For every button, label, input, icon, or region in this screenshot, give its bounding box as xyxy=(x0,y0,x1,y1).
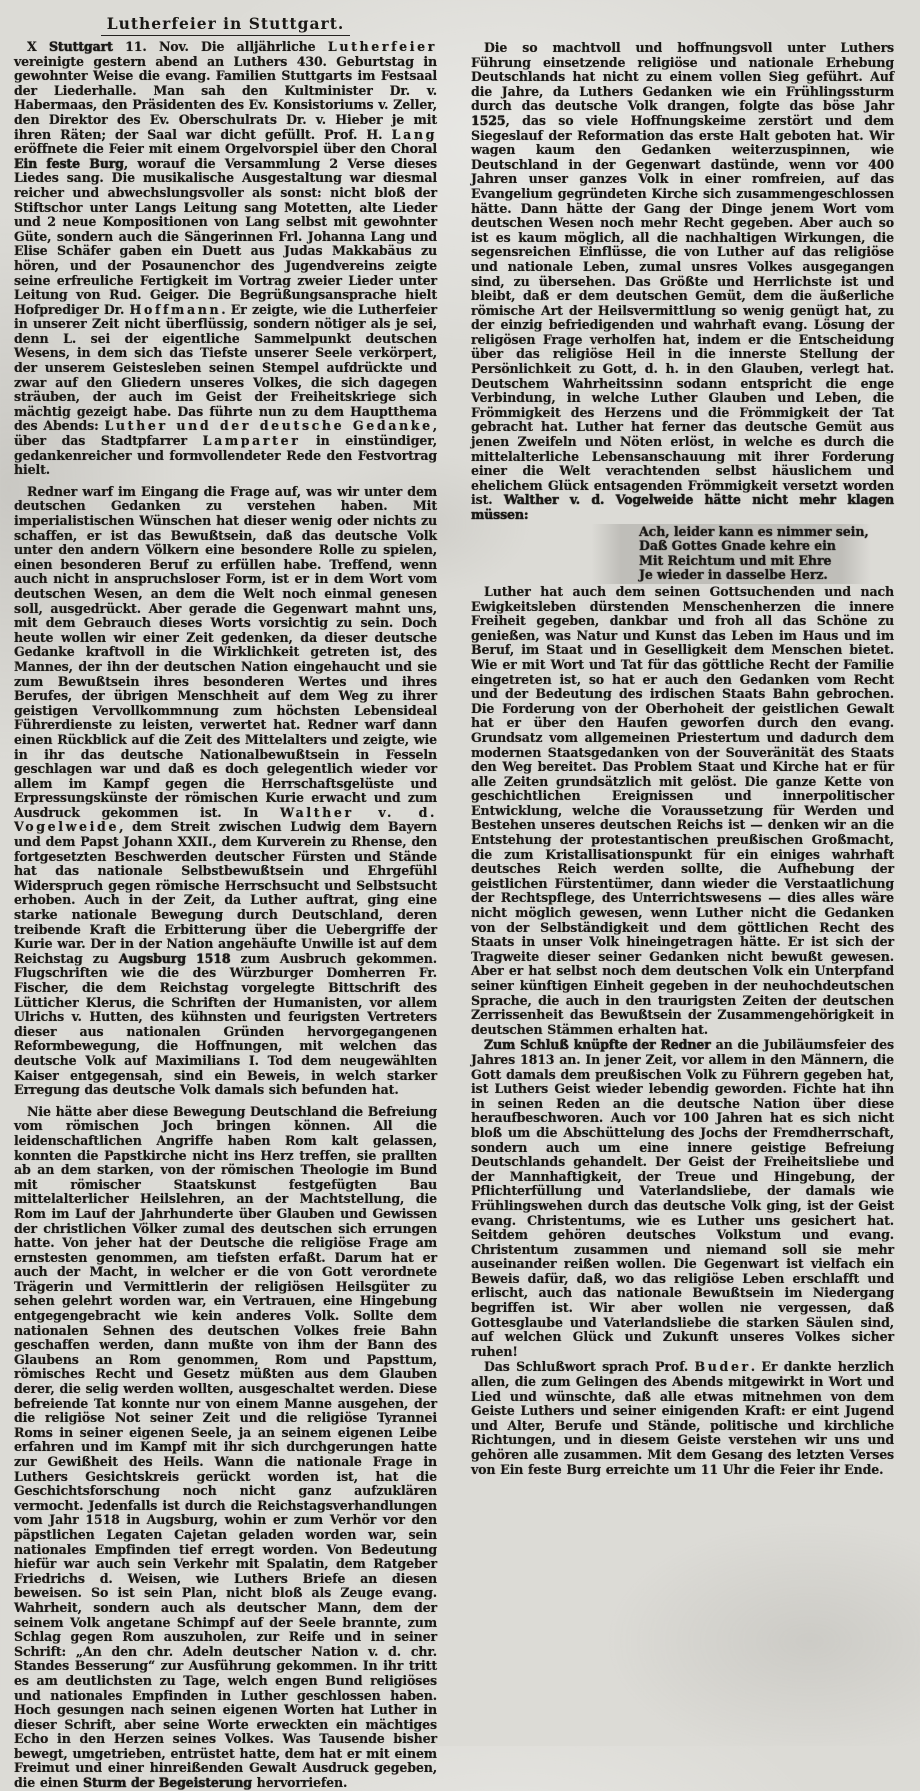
paragraph-lead: X Stuttgart 11. Nov. Die alljährliche Lutherfeier vereinigte gestern abend an Luthers 430. Geburtstag in gewohnter Weise die evang. Familien Stuttgarts im Festsaal der Liederhalle. Man sah den Kultminister Dr. v. Habermaas, den Präsidenten des Ev. Konsistoriums v. Zeller, den Direktor des Ev. Oberschulrats Dr. v. Hieber je mit ihren Räten; der Saal war dicht gefüllt. Prof. H. Lang eröffnete die Feier mit einem Orgelvorspiel über den Choral Ein feste Burg, worauf die Versammlung 2 Verse dieses Liedes sang. Die musikalische Ausgestaltung war diesmal reicher und abwechslungsvoller als sonst: nicht bloß der Stiftschor unter Langs Leitung sang Motetten, alte Lieder und 2 neue Kompositionen von Lang selbst mit gewohnter Güte, sondern auch die Sängerinnen Frl. Johanna Lang und Elise Schäfer gaben ein Duett aus Judas Makkabäus zu hören, und der Posaunenchor des Jugendvereins zeigte seine erfreuliche Fertigkeit im Vortrag zweier Lieder unter Leitung von Rud. Geiger. Die Begrüßungsansprache hielt Hofprediger Dr. Hoffmann. Er zeigte, wie die Lutherfeier in unserer Zeit nicht überflüssig, sondern nötiger als je sei, denn L. sei der eigentliche Sammelpunkt deutschen Wesens, in dem sich das Tiefste unserer Seele verkörpert, der unserem Geistesleben seinen Stempel aufdrückte und zwar auf den Gliedern unseres Volkes, die sich dagegen sträuben, der auch im Geist der Freiheitskriege sich mächtig gezeigt habe. Das führte nun zu dem Hauptthema des Abends: Luther und der deutsche Gedanke, über das Stadtpfarrer Lamparter in einstündiger, gedankenreicher und formvollendeter Rede den Festvortrag hielt. xyxy=(14,39,438,478)
paragraph: Nie hätte aber diese Bewegung Deutschland die Befreiung vom römischen Joch bringen können. All die leidenschaftlichen Angriffe haben Rom kalt gelassen, konnten die Papstkirche nicht ins Herz treffen, sie prallten ab an dem starken, von der römischen Theologie im Bund mit römischer Staatskunst festgefügten Bau mittelalterlicher Heilslehren, an der Machtstellung, die Rom im Lauf der Jahrhunderte über Glauben und Gewissen der christlichen Völker zumal des deutschen sich errungen hatte. Von jeher hat der Deutsche die religiöse Frage am ernstesten genommen, am tiefsten erfaßt. Darum hat er auch der Macht, in welcher er die von Gott verordnete Trägerin und Vermittlerin der religiösen Heilsgüter zu sehen gelehrt worden war, ein Vertrauen, eine Hingebung entgegengebracht wie kein anderes Volk. Sollte dem nationalen Sehnen des deutschen Volkes freie Bahn geschaffen werden, dann mußte von ihm der Bann des Glaubens an Rom genommen, Rom und Papsttum, römisches Recht und Gesetz müßten aus dem Glauben derer, die selig werden wollten, ausgeschaltet werden. Diese befreiende Tat konnte nur von einem Manne ausgehen, der die religiöse Not seiner Zeit und die religiöse Tyrannei Roms in seiner eigenen Seele, ja an seinem eigenen Leibe erfahren und im Kampf mit ihr sich durchgerungen hatte zur Gewißheit des Heils. Wann die nationale Frage in Luthers Gesichtskreis gerückt worden ist, hat die Geschichtsforschung noch nicht ganz aufzuklären vermocht. Jedenfalls ist durch die Reichstagsverhandlungen vom Jahr 1518 in Augsburg, wohin er zum Verhör vor den päpstlichen Legaten Cajetan geladen worden war, sein nationales Empfinden tief erregt worden. Von Bedeutung hiefür war auch sein Verkehr mit Spalatin, dem Ratgeber Friedrichs d. Weisen, wie Luthers Briefe an diesen beweisen. So ist sein Plan, nicht bloß als Zeuge evang. Wahrheit, sondern auch als deutscher Mann, dem der seinem Volk angetane Schimpf auf der Seele brannte, zum Schlag gegen Rom auszuholen, zur Reife und in seiner Schrift: „An den chr. Adeln deutscher Nation v. d. chr. Standes Besserung“ zur Ausführung gekommen. In ihr tritt es am deutlichsten zu Tage, welch engen Bund religiöses und nationales Empfinden in Luther geschlossen haben. Hoch gesungen nach seinen eigenen Worten hat Luther in dieser Schrift, aber seine Worte erweckten ein mächtiges Echo in den Herzen seines Volkes. Was Tausende bisher bewegt, umgetrieben, entrüstet hatte, dem hat er mit einem Freimut und einer hinreißenden Gewalt Ausdruck gegeben, die einen Sturm der Begeisterung hervorriefen. xyxy=(14,1103,437,1791)
poem-line: Daß Gottes Gnade kehre ein xyxy=(639,538,836,554)
paragraph: Das Schlußwort sprach Prof. Buder. Er dankte herzlich allen, die zum Gelingen des Abends mitgewirkt in Wort und Lied und wünschte, daß alle etwas mitnehmen von dem Geiste Luthers und seiner einigenden Kraft: er eint Jugend und Alter, Berufe und Stände, politische und kirchliche Richtungen, und in diesem Geiste verstehen wir uns und gehören alle zusammen. Mit dem Gesang des letzten Verses von Ein feste Burg erreichte um 11 Uhr die Feier ihr Ende. xyxy=(471,1359,894,1477)
right-column xyxy=(471,10,894,1791)
paragraph: Die so machtvoll und hoffnungsvoll unter Luthers Führung einsetzende religiöse und nationale Erhebung Deutschlands hat nicht zu einem vollen Sieg geführt. Auf die Jahre, da Luthers Gedanken wie ein Frühlingssturm durch das deutsche Volk drangen, folgte das böse Jahr 1525, das so viele Hoffnungskeime zerstört und dem Siegeslauf der Reformation das erste Halt geboten hat. Wir wagen kaum den Gedanken weiterzuspinnen, wie Deutschland in der Gegenwart dastünde, wenn vor 400 Jahren unser ganzes Volk in einer romfreien, auf das Evangelium gegründeten Kirche sich zusammengeschlossen hätte. Dann hätte der Gang der Dinge jenem Wort vom deutschen Wesen noch mehr Recht gegeben. Aber auch so ist es kaum möglich, all die nachhaltigen Wirkungen, die segensreichen Einflüsse, die von Luther auf das religiöse und nationale Leben, zumal unsres Volkes ausgegangen sind, zu übersehen. Das Größte und Herrlichste ist und bleibt, daß er dem deutschen Gemüt, dem die äußerliche römische Art der Heilsvermittlung so wenig genügt hat, zu der einzig befriedigenden und wahrhaft evang. Lösung der religösen Frage verholfen hat, indem er die Entscheidung über das religiöse Heil in die innerste Stellung der Persönlichkeit zu Gott, d. h. in den Glauben, verlegt hat. Deutschem Wahrheitssinn sodann entspricht die enge Verbindung, in welche Luther Glauben und Leben, die Frömmigkeit des Herzens und die Frömmigkeit der Tat gebracht hat. Luther hat ferner das deutsche Gemüt aus jenen Zweifeln und Nöten erlöst, in welche es durch die mittelalterliche Lebensanschauung mit ihrer Forderung einer die Welt verachtenden selbst häuslichem und ehelichem Glück entsagenden Frömmigkeit versetzt worden ist. Walther v. d. Vogelweide hätte nicht mehr klagen müssen: xyxy=(471,40,894,522)
paragraph: Zum Schluß knüpfte der Redner an die Jubiläumsfeier des Jahres 1813 an. In jener Zeit, vor allem in den Männern, die Gott damals dem preußischen Volk zu Führern gegeben hat, ist Luthers Geist wieder lebendig geworden. Fichte hat ihn in seinen Reden an die deutsche Nation über diese heraufbeschworen. Auch vor 100 Jahren hat es sich nicht bloß um die Abschüttelung des Jochs der Fremdherrschaft, sondern auch um eine innere geistige Befreiung Deutschlands gehandelt. Der Geist der Freiheitsliebe und der Mannhaftigkeit, der Treue und Hingebung, der Pflichterfüllung und Vaterlandsliebe, der damals wie Frühlingswehen durch das deutsche Volk ging, ist der Geist evang. Christentums, wie es Luther uns gesichert hat. Seitdem gehören deutsches Volkstum und evang. Christentum zusammen und niemand soll sie mehr auseinander reißen wollen. Die Gegenwart ist vielfach ein Beweis dafür, daß, wo das religiöse Leben erschlafft und erlischt, auch das nationale Bewußtsein im Niedergang begriffen ist. Wir aber wollen nie vergessen, daß Gottesglaube und Vaterlandsliebe die starken Säulen sind, auf welchen Glück und Zukunft unseres Volkes sicher ruhen! xyxy=(471,1037,894,1359)
paragraph: Luther hat auch dem seinen Gottsuchenden und nach Ewigkeitsleben dürstenden Menschenherzen die innere Freiheit gegeben, dankbar und froh all das Schöne zu genießen, was Natur und Kunst das Leben im Haus und im Beruf, im Staat und in Geselligkeit dem Menschen bietet. Wie er mit Wort und Tat für das göttliche Recht der Familie eingetreten ist, so hat er auch den Gedanken vom Recht und der Bedeutung des irdischen Staats Bahn gebrochen. Die Forderung von der Oberhoheit der geistlichen Gewalt hat er über den Haufen geworfen durch den evang. Grundsatz vom allgemeinen Priestertum und dadurch dem modernen Staatsgedanken von der Souveränität des Staats den Weg bereitet. Das Problem Staat und Kirche hat er für alle Zeiten grundsätzlich mit gelöst. Die ganze Kette von geschichtlichen Ereignissen und innerpolitischer Entwicklung, welche die Voraussetzung für Werden und Bestehen unseres deutschen Reichs ist — denken wir an die Entstehung der protestantischen preußischen Großmacht, die zum Kristallisationspunkt für ein einiges wahrhaft deutsches Reich werden sollte, die Aufhebung der geistlichen Fürstentümer, dann wieder die Verstaatlichung der Rechtspflege, des Unterrichtswesens — dies alles wäre nicht möglich gewesen, wenn Luther nicht die Gedanken von der Selbständigkeit und dem göttlichen Recht des Staats in unser Volk hineingetragen hätte. Er ist sich der Tragweite dieser seiner Gedanken nicht bewußt gewesen. Aber er hat selbst noch dem deutschen Volk ein Unterpfand seiner künftigen Einheit gegeben in der neuhochdeutschen Sprache, die auch in den traurigsten Zeiten der deutschen Zerrissenheit das Bewußtsein der Zusammengehörigkeit in deutschen Stämmen erhalten hat. xyxy=(471,583,894,1037)
paragraph: Redner warf im Eingang die Frage auf, was wir unter dem deutschen Gedanken zu verstehen haben. Mit imperialistischen Wünschen hat dieser wenig oder nichts zu schaffen, er ist das Bewußtsein, daß das deutsche Volk unter den andern Völkern eine besondere Rolle zu spielen, einen besonderen Beruf zu erfüllen habe. Treffend, wenn auch nicht in anspruchsloser Form, ist er in dem Wort vom deutschen Wesen, an dem die Welt noch einmal genesen soll, ausgedrückt. Aber gerade die Gegenwart mahnt uns, mit dem Gebrauch dieses Worts vorsichtig zu sein. Doch heute wollen wir einer Zeit gedenken, da dieser deutsche Gedanke kraftvoll in die Wirklichkeit getreten ist, des Mannes, der ihn der deutschen Nation eingehaucht und sie zum Bewußtsein ihres besonderen Wertes und ihres Berufes, der übrigen Menschheit auf dem Weg zu ihrer geistigen Vervollkommnung zum höchsten Lebensideal Führerdienste zu leisten, verwertet hat. Redner warf dann einen Rückblick auf die Zeit des Mittelalters und zeigte, wie in ihr das deutsche Nationalbewußtsein in Fesseln geschlagen war und daß es doch gelegentlich wieder vor allem im Kampf gegen die Herrschaftsgelüste und Erpressungskünste der römischen Kurie erwacht und zum Ausdruck gekommen ist. In Walther v. d. Vogelweide, dem Streit zwischen Ludwig dem Bayern und dem Papst Johann XXII., dem Kurverein zu Rhense, den fortgesetzten Beschwerden deutscher Fürsten und Stände hat das nationale Selbstbewußtsein und Ehrgefühl Widerspruch gegen römische Herrschsucht und Selbstsucht erhoben. Auch in der Zeit, da Luther auftrat, ging eine starke nationale Bewegung durch Deutschland, deren treibende Kraft die Erbitterung über die Uebergriffe der Kurie war. Der in der Nation angehäufte Unwille ist auf dem Reichstag zu Augsburg 1518 zum Ausbruch gekommen. Flugschriften wie die des Würzburger Domherren Fr. Fischer, die dem Reichstag vorgelegte Bittschrift des Lütticher Klerus, die Schriften der Humanisten, vor allem Ulrichs v. Hutten, des kühnsten und feurigsten Vertreters dieser aus nationalen Gründen hervorgegangenen Reformbewegung, die Hoffnungen, mit welchen das deutsche Volk auf Maximilians I. Tod dem neugewählten Kaiser entgegensah, sind ein Beweis, in welch starker Erregung das deutsche Volk damals sich befunden hat. xyxy=(14,483,437,1098)
poem-quote xyxy=(471,524,894,584)
left-column xyxy=(14,10,437,1791)
poem-line: Ach, leider kann es nimmer sein, xyxy=(639,523,869,539)
poem-line: Je wieder in dasselbe Herz. xyxy=(639,567,828,583)
article-title: Lutherfeier in Stuttgart. xyxy=(14,14,437,33)
poem-line: Mit Reichtum und mit Ehre xyxy=(639,552,832,568)
